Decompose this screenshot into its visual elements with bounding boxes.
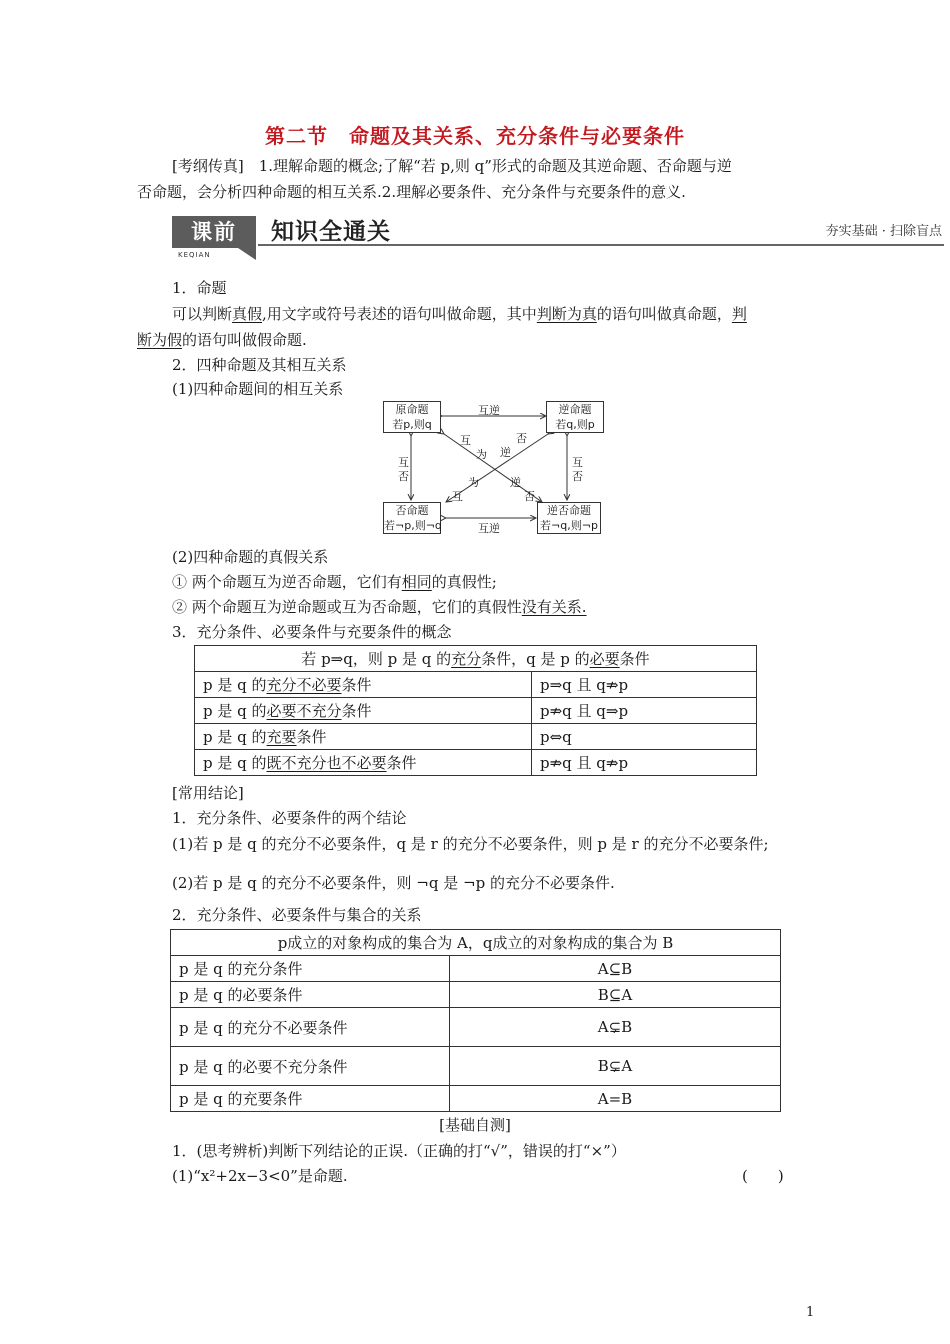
page-title: 第二节 命题及其关系、充分条件与必要条件	[265, 124, 685, 148]
label-cross-7: 逆	[510, 476, 521, 489]
table-header-cell: p成立的对象构成的集合为 A，q成立的对象构成的集合为 B	[171, 930, 781, 956]
label-top-converse: 互逆	[478, 404, 500, 417]
table-header-row	[195, 646, 757, 672]
banner-badge-subtext: KEQIAN	[178, 251, 211, 259]
table-cell: p⇔q	[532, 724, 757, 750]
table-cell: p⇏q 且 q⇒p	[532, 698, 757, 724]
underlined-term: 真假	[232, 305, 263, 323]
table-cell: p 是 q 的充分不必要条件	[195, 672, 532, 698]
section-2-sub-2: (2)四种命题的真假关系	[172, 548, 329, 566]
conclusions-label: [常用结论]	[172, 784, 244, 802]
box-original-proposition: 原命题 若p,则q	[383, 401, 441, 433]
table-header-row	[171, 930, 781, 956]
section-1-heading: 1．命题	[172, 279, 227, 297]
table-row	[171, 956, 781, 982]
section-2-heading: 2．四种命题及其相互关系	[172, 356, 347, 374]
outline-line-1: [考纲传真] 1.理解命题的概念;了解“若 p,则 q”形式的命题及其逆命题、否命题与逆	[172, 157, 732, 175]
table-row	[171, 1047, 781, 1086]
self-test-label: [基础自测]	[439, 1116, 511, 1134]
table-cell: p 是 q 的既不充分也不必要条件	[195, 750, 532, 776]
box-converse-proposition: 逆命题 若q,则p	[546, 401, 604, 433]
question-1: 1．(思考辨析)判断下列结论的正误.（正确的打“√”，错误的打“×”）	[172, 1142, 626, 1160]
table-cell: p 是 q 的充要条件	[171, 1086, 450, 1112]
banner-badge-tail	[238, 248, 256, 260]
set-relation-table	[170, 929, 781, 1112]
conclusions-heading-1: 1．充分条件、必要条件的两个结论	[172, 809, 407, 827]
table-cell: p 是 q 的充分不必要条件	[171, 1008, 450, 1047]
outline-line-2: 否命题，会分析四种命题的相互关系.2.理解必要条件、充分条件与充要条件的意义.	[137, 183, 686, 201]
table-row	[195, 724, 757, 750]
page-number: 1	[806, 1305, 815, 1320]
table-cell: p 是 q 的必要不充分条件	[195, 698, 532, 724]
table-cell: p 是 q 的充分条件	[171, 956, 450, 982]
underlined-term: 判	[731, 305, 747, 323]
table-cell: A⊊B	[450, 1008, 781, 1047]
table-row	[195, 698, 757, 724]
section-1-text-line-1: 可以判断真假,用文字或符号表述的语句叫做命题，其中判断为真的语句叫做真命题，判	[172, 305, 747, 323]
label-cross-8: 否	[524, 490, 535, 503]
truth-relation-item-2: ② 两个命题互为逆命题或互为否命题，它们的真假性没有关系.	[172, 598, 587, 616]
table-cell: p⇒q 且 q⇏p	[532, 672, 757, 698]
conditions-table	[194, 645, 757, 776]
conclusion-1: (1)若 p 是 q 的充分不必要条件，q 是 r 的充分不必要条件，则 p 是 r 的充分不必要条件;	[172, 835, 769, 853]
table-cell: B⊆A	[450, 982, 781, 1008]
banner-rule	[258, 244, 944, 246]
conclusions-heading-2: 2．充分条件、必要条件与集合的关系	[172, 906, 422, 924]
underlined-term: 没有关系.	[521, 598, 587, 616]
answer-parentheses: ( )	[742, 1167, 784, 1185]
conclusion-2: (2)若 p 是 q 的充分不必要条件，则 ¬q 是 ¬p 的充分不必要条件.	[172, 874, 615, 892]
label-left-2: 否	[398, 470, 409, 483]
label-cross-1: 互	[460, 434, 471, 447]
label-cross-4: 否	[516, 432, 527, 445]
four-propositions-diagram	[380, 398, 606, 540]
table-cell: p 是 q 的充要条件	[195, 724, 532, 750]
question-1-item-1: (1)“x²+2x−3<0”是命题.	[172, 1167, 348, 1185]
table-cell: B⊊A	[450, 1047, 781, 1086]
label-cross-3: 逆	[500, 446, 511, 459]
box-inverse-proposition: 否命题 若¬p,则¬q	[384, 504, 442, 532]
table-row	[195, 750, 757, 776]
label-cross-5: 为	[468, 476, 479, 489]
banner-tagline: 夯实基础 · 扫除盲点	[825, 224, 942, 239]
table-cell: p 是 q 的必要条件	[171, 982, 450, 1008]
truth-relation-item-1: ① 两个命题互为逆否命题，它们有相同的真假性;	[172, 573, 497, 591]
table-row	[171, 1008, 781, 1047]
table-row	[171, 1086, 781, 1112]
table-row	[171, 982, 781, 1008]
underlined-term: 相同	[401, 573, 432, 591]
box-contrapositive-proposition: 逆否命题 若¬q,则¬p	[537, 502, 601, 534]
banner-badge: 课前	[172, 216, 256, 248]
table-cell: A⊆B	[450, 956, 781, 982]
label-cross-2: 为	[476, 448, 487, 461]
table-cell: p⇏q 且 q⇏p	[532, 750, 757, 776]
label-right-1: 互	[572, 456, 583, 469]
label-right-2: 否	[572, 470, 583, 483]
underlined-term: 断为假	[137, 331, 183, 349]
table-row	[195, 672, 757, 698]
section-1-text-line-2: 断为假的语句叫做假命题.	[137, 331, 307, 349]
label-bottom-converse: 互逆	[478, 522, 500, 535]
section-2-sub-1: (1)四种命题间的相互关系	[172, 380, 344, 398]
table-cell: A=B	[450, 1086, 781, 1112]
table-cell: p 是 q 的必要不充分条件	[171, 1047, 450, 1086]
label-left-1: 互	[398, 456, 409, 469]
section-3-heading: 3．充分条件、必要条件与充要条件的概念	[172, 623, 452, 641]
table-header-cell: 若 p⇒q，则 p 是 q 的充分条件，q 是 p 的必要条件	[195, 646, 757, 672]
label-cross-6: 互	[452, 490, 463, 503]
banner-title: 知识全通关	[271, 219, 391, 245]
underlined-term: 判断为真	[536, 305, 597, 323]
